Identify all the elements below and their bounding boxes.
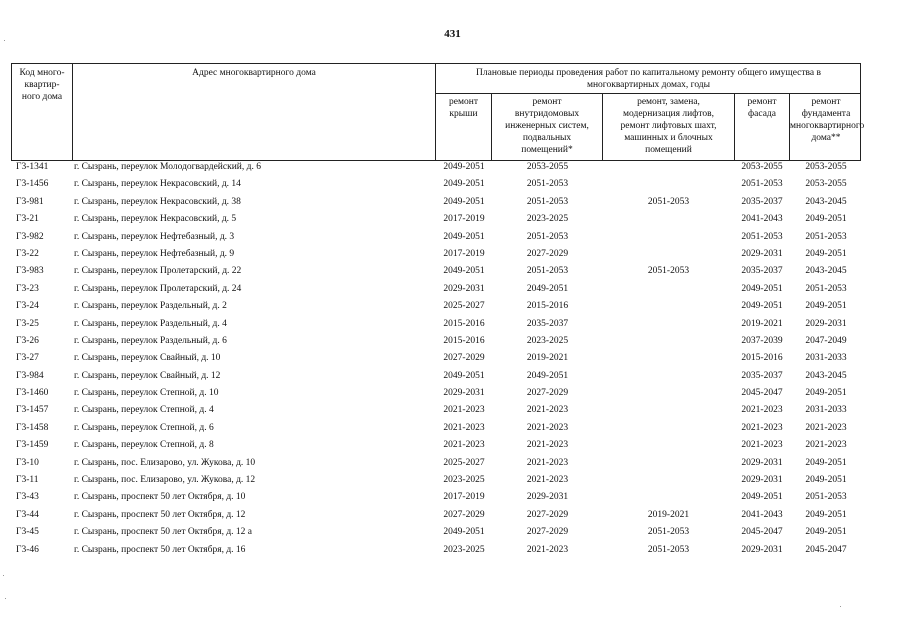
cell-facade: 2049-2051 bbox=[741, 492, 783, 503]
cell-engineering: 2053-2055 bbox=[526, 162, 569, 172]
cell-code: Г3-24 bbox=[16, 301, 39, 312]
cell-address: г. Сызрань, переулок Молодогвардейский, д. 6 bbox=[74, 162, 261, 172]
cell-roof: 2015-2016 bbox=[443, 335, 485, 346]
cell-code: Г3-45 bbox=[16, 527, 39, 538]
cell-engineering: 2051-2053 bbox=[526, 196, 569, 207]
cell-engineering: 2027-2029 bbox=[526, 509, 569, 520]
cell-engineering: 2023-2025 bbox=[526, 335, 569, 346]
cell-address: г. Сызрань, переулок Раздельный, д. 6 bbox=[74, 335, 227, 346]
cell-engineering: 2021-2023 bbox=[526, 457, 569, 468]
cell-roof: 2021-2023 bbox=[443, 440, 485, 451]
cell-roof: 2023-2025 bbox=[443, 475, 485, 486]
cell-engineering: 2051-2053 bbox=[526, 231, 569, 242]
cell-code: Г3-1457 bbox=[16, 405, 49, 416]
cell-roof: 2049-2051 bbox=[443, 162, 485, 172]
cell-address: г. Сызрань, переулок Свайный, д. 10 bbox=[74, 353, 221, 364]
cell-foundation: 2049-2051 bbox=[805, 388, 847, 399]
cell-roof: 2027-2029 bbox=[443, 509, 485, 520]
cell-foundation: 2049-2051 bbox=[805, 475, 847, 486]
cell-code: Г3-23 bbox=[16, 283, 39, 294]
cell-foundation: 2049-2051 bbox=[805, 527, 847, 538]
cell-engineering: 2027-2029 bbox=[526, 248, 569, 259]
cell-foundation: 2021-2023 bbox=[805, 422, 847, 433]
table-row bbox=[0, 352, 905, 369]
cell-code: Г3-26 bbox=[16, 335, 39, 346]
table-row bbox=[0, 283, 905, 300]
cell-lifts: 2019-2021 bbox=[647, 509, 690, 520]
cell-roof: 2049-2051 bbox=[443, 179, 485, 190]
cell-address: г. Сызрань, переулок Пролетарский, д. 24 bbox=[74, 283, 242, 294]
cell-roof: 2049-2051 bbox=[443, 527, 485, 538]
cell-roof: 2029-2031 bbox=[443, 283, 485, 294]
cell-roof: 2049-2051 bbox=[443, 231, 485, 242]
cell-roof: 2025-2027 bbox=[443, 301, 485, 312]
cell-address: г. Сызрань, переулок Свайный, д. 12 bbox=[74, 370, 221, 381]
cell-code: Г3-984 bbox=[16, 370, 44, 381]
cell-roof: 2029-2031 bbox=[443, 388, 485, 399]
scan-speck bbox=[5, 598, 6, 599]
cell-code: Г3-1341 bbox=[16, 162, 49, 172]
cell-facade: 2049-2051 bbox=[741, 283, 783, 294]
cell-address: г. Сызрань, переулок Нефтебазный, д. 3 bbox=[74, 231, 235, 242]
cell-facade: 2019-2021 bbox=[741, 318, 783, 329]
cell-facade: 2015-2016 bbox=[741, 353, 783, 364]
cell-engineering: 2019-2021 bbox=[526, 353, 569, 364]
cell-engineering: 2021-2023 bbox=[526, 475, 569, 486]
header-address: Адрес многоквартирного дома bbox=[192, 68, 316, 78]
cell-address: г. Сызрань, переулок Степной, д. 6 bbox=[74, 422, 214, 433]
cell-address: г. Сызрань, переулок Раздельный, д. 2 bbox=[74, 301, 227, 312]
cell-facade: 2051-2053 bbox=[741, 231, 783, 242]
cell-engineering: 2051-2053 bbox=[526, 266, 569, 277]
cell-address: г. Сызрань, переулок Пролетарский, д. 22 bbox=[74, 266, 242, 277]
cell-facade: 2035-2037 bbox=[741, 266, 783, 277]
cell-roof: 2015-2016 bbox=[443, 318, 485, 329]
cell-code: Г3-1460 bbox=[16, 388, 49, 399]
cell-code: Г3-21 bbox=[16, 214, 39, 225]
cell-engineering: 2021-2023 bbox=[526, 544, 569, 555]
page-number: 431 bbox=[444, 28, 461, 40]
cell-code: Г3-10 bbox=[16, 457, 39, 468]
cell-code: Г3-22 bbox=[16, 248, 39, 259]
header-facade: ремонт фасада bbox=[747, 97, 777, 119]
cell-engineering: 2049-2051 bbox=[526, 370, 569, 381]
cell-facade: 2053-2055 bbox=[741, 162, 783, 172]
table-row bbox=[0, 387, 905, 404]
cell-facade: 2045-2047 bbox=[741, 527, 783, 538]
cell-foundation: 2043-2045 bbox=[805, 196, 847, 207]
cell-roof: 2027-2029 bbox=[443, 353, 485, 364]
cell-facade: 2021-2023 bbox=[741, 422, 783, 433]
cell-roof: 2023-2025 bbox=[443, 544, 485, 555]
cell-foundation: 2031-2033 bbox=[805, 405, 847, 416]
cell-foundation: 2043-2045 bbox=[805, 370, 847, 381]
table-row bbox=[0, 213, 905, 230]
cell-lifts: 2051-2053 bbox=[647, 544, 690, 555]
cell-address: г. Сызрань, переулок Некрасовский, д. 14 bbox=[74, 179, 241, 190]
cell-facade: 2041-2043 bbox=[741, 214, 783, 225]
header-divider bbox=[435, 93, 860, 94]
cell-address: г. Сызрань, переулок Некрасовский, д. 5 bbox=[74, 214, 237, 225]
scan-speck bbox=[3, 575, 4, 576]
cell-code: Г3-43 bbox=[16, 492, 39, 503]
cell-foundation: 2053-2055 bbox=[805, 162, 847, 172]
cell-code: Г3-44 bbox=[16, 509, 39, 520]
cell-foundation: 2045-2047 bbox=[805, 544, 847, 555]
cell-foundation: 2051-2053 bbox=[805, 283, 847, 294]
cell-engineering: 2035-2037 bbox=[526, 318, 569, 329]
cell-foundation: 2049-2051 bbox=[805, 509, 847, 520]
cell-address: г. Сызрань, переулок Степной, д. 8 bbox=[74, 440, 214, 451]
cell-roof: 2017-2019 bbox=[443, 214, 485, 225]
cell-foundation: 2049-2051 bbox=[805, 301, 847, 312]
cell-foundation: 2049-2051 bbox=[805, 457, 847, 468]
cell-foundation: 2043-2045 bbox=[805, 266, 847, 277]
header-periods: Плановые периоды проведения работ по капитальному ремонту общего имущества в многоквартирных домах, годы bbox=[476, 68, 821, 90]
table-row bbox=[0, 196, 905, 213]
cell-engineering: 2049-2051 bbox=[526, 283, 569, 294]
cell-code: Г3-46 bbox=[16, 544, 39, 555]
cell-facade: 2029-2031 bbox=[741, 457, 783, 468]
cell-address: г. Сызрань, пос. Елизарово, ул. Жукова, д. 12 bbox=[74, 475, 256, 486]
table-row bbox=[0, 161, 905, 178]
cell-address: г. Сызрань, проспект 50 лет Октября, д. 10 bbox=[74, 492, 246, 503]
table-row bbox=[0, 422, 905, 439]
cell-roof: 2025-2027 bbox=[443, 457, 485, 468]
cell-lifts: 2051-2053 bbox=[647, 196, 690, 207]
cell-foundation: 2031-2033 bbox=[805, 353, 847, 364]
table-row bbox=[0, 474, 905, 491]
cell-facade: 2049-2051 bbox=[741, 301, 783, 312]
table-row bbox=[0, 439, 905, 456]
cell-lifts: 2051-2053 bbox=[647, 527, 690, 538]
table-row bbox=[0, 265, 905, 282]
table-row bbox=[0, 457, 905, 474]
cell-address: г. Сызрань, переулок Раздельный, д. 4 bbox=[74, 318, 227, 329]
cell-facade: 2021-2023 bbox=[741, 405, 783, 416]
scan-speck bbox=[4, 40, 5, 41]
table-row bbox=[0, 178, 905, 195]
cell-foundation: 2051-2053 bbox=[805, 231, 847, 242]
header-roof: ремонт крыши bbox=[449, 97, 478, 119]
cell-engineering: 2029-2031 bbox=[526, 492, 569, 503]
cell-foundation: 2021-2023 bbox=[805, 440, 847, 451]
table-row bbox=[0, 544, 905, 561]
table-row bbox=[0, 526, 905, 543]
scan-speck bbox=[840, 606, 841, 607]
cell-address: г. Сызрань, переулок Степной, д. 10 bbox=[74, 388, 219, 399]
cell-roof: 2049-2051 bbox=[443, 370, 485, 381]
header-foundation: ремонт фундамента многоквартирного дома** bbox=[790, 97, 865, 143]
cell-address: г. Сызрань, проспект 50 лет Октября, д. 12 bbox=[74, 509, 246, 520]
cell-code: Г3-1456 bbox=[16, 179, 49, 190]
cell-engineering: 2023-2025 bbox=[526, 214, 569, 225]
header-code: Код много- квартир- ного дома bbox=[19, 68, 65, 102]
header-engineering: ремонт внутридомовых инженерных систем, подвальных помещений* bbox=[505, 97, 589, 155]
table-header bbox=[11, 63, 865, 161]
cell-roof: 2021-2023 bbox=[443, 405, 485, 416]
cell-lifts: 2051-2053 bbox=[647, 266, 690, 277]
cell-foundation: 2049-2051 bbox=[805, 248, 847, 259]
header-lifts: ремонт, замена, модернизация лифтов, ремонт лифтовых шахт, машинных и блочных помещений bbox=[620, 97, 717, 155]
cell-address: г. Сызрань, переулок Степной, д. 4 bbox=[74, 405, 214, 416]
table-row bbox=[0, 404, 905, 421]
cell-engineering: 2021-2023 bbox=[526, 422, 569, 433]
cell-roof: 2021-2023 bbox=[443, 422, 485, 433]
cell-facade: 2035-2037 bbox=[741, 370, 783, 381]
cell-code: Г3-981 bbox=[16, 196, 44, 207]
cell-code: Г3-1459 bbox=[16, 440, 49, 451]
cell-code: Г3-982 bbox=[16, 231, 44, 242]
table-body bbox=[0, 161, 905, 561]
cell-facade: 2051-2053 bbox=[741, 179, 783, 190]
cell-facade: 2021-2023 bbox=[741, 440, 783, 451]
table-row bbox=[0, 231, 905, 248]
cell-facade: 2029-2031 bbox=[741, 248, 783, 259]
cell-foundation: 2053-2055 bbox=[805, 179, 847, 190]
cell-foundation: 2047-2049 bbox=[805, 335, 847, 346]
cell-code: Г3-983 bbox=[16, 266, 44, 277]
cell-code: Г3-11 bbox=[16, 475, 39, 486]
cell-foundation: 2029-2031 bbox=[805, 318, 847, 329]
table-row bbox=[0, 318, 905, 335]
cell-roof: 2049-2051 bbox=[443, 196, 485, 207]
cell-address: г. Сызрань, пос. Елизарово, ул. Жукова, д. 10 bbox=[74, 457, 256, 468]
cell-code: Г3-1458 bbox=[16, 422, 49, 433]
cell-facade: 2037-2039 bbox=[741, 335, 783, 346]
cell-engineering: 2027-2029 bbox=[526, 388, 569, 399]
cell-engineering: 2015-2016 bbox=[526, 301, 569, 312]
cell-engineering: 2027-2029 bbox=[526, 527, 569, 538]
cell-foundation: 2051-2053 bbox=[805, 492, 847, 503]
cell-foundation: 2049-2051 bbox=[805, 214, 847, 225]
table-row bbox=[0, 335, 905, 352]
cell-address: г. Сызрань, переулок Нефтебазный, д. 9 bbox=[74, 248, 235, 259]
cell-facade: 2029-2031 bbox=[741, 475, 783, 486]
cell-code: Г3-27 bbox=[16, 353, 39, 364]
cell-engineering: 2021-2023 bbox=[526, 405, 569, 416]
cell-code: Г3-25 bbox=[16, 318, 39, 329]
cell-roof: 2017-2019 bbox=[443, 492, 485, 503]
cell-address: г. Сызрань, проспект 50 лет Октября, д. 16 bbox=[74, 544, 246, 555]
cell-address: г. Сызрань, проспект 50 лет Октября, д. 12 а bbox=[74, 527, 253, 538]
cell-facade: 2045-2047 bbox=[741, 388, 783, 399]
cell-roof: 2017-2019 bbox=[443, 248, 485, 259]
cell-facade: 2029-2031 bbox=[741, 544, 783, 555]
table-row bbox=[0, 370, 905, 387]
cell-engineering: 2021-2023 bbox=[526, 440, 569, 451]
cell-roof: 2049-2051 bbox=[443, 266, 485, 277]
table-row bbox=[0, 509, 905, 526]
cell-facade: 2041-2043 bbox=[741, 509, 783, 520]
table-row bbox=[0, 248, 905, 265]
table-row bbox=[0, 491, 905, 508]
cell-facade: 2035-2037 bbox=[741, 196, 783, 207]
cell-engineering: 2051-2053 bbox=[526, 179, 569, 190]
table-row bbox=[0, 300, 905, 317]
cell-address: г. Сызрань, переулок Некрасовский, д. 38 bbox=[74, 196, 241, 207]
